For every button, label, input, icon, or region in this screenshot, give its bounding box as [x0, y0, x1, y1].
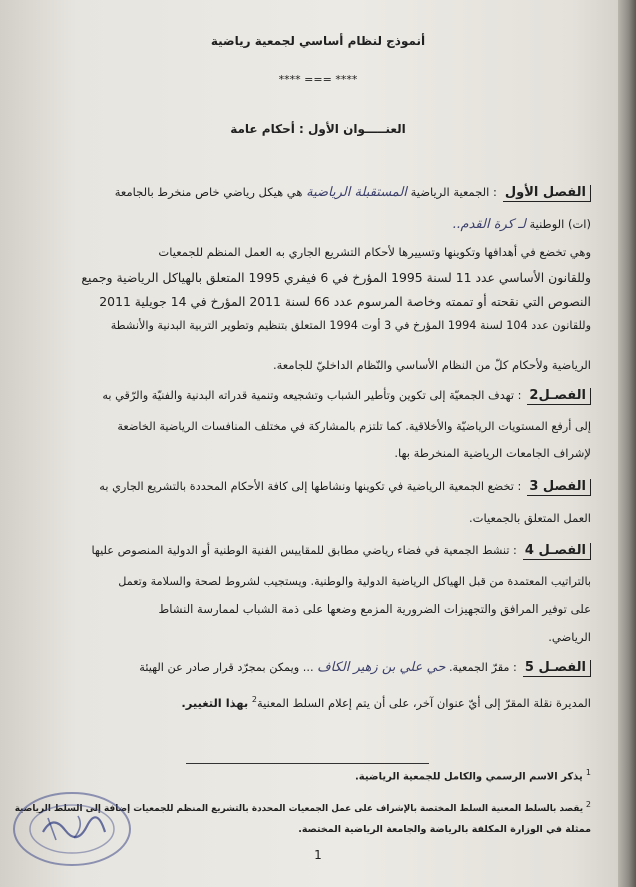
footnote-2-line-1: 2 يقصد بالسلط المعنية السلط المختصة بالإشراف على عمل الجمعيات المحددة بالتشريع المنظم للجمعيات إضافة إلى السلط الرياضية [14, 800, 591, 814]
section-5-line-1: الفصـل 5: مقرّ الجمعية. حي علي بن زهير الكاف ... ويمكن بمجرّد قرار صادر عن الهيئة [139, 660, 591, 677]
section-1-line-5: النصوص التي نقحته أو تممته وخاصة المرسوم عدد 66 لسنة 2011 المؤرخ في 14 جويلية 2011 [99, 294, 591, 309]
footnote-rule [186, 763, 429, 764]
section-1-line-6: وللقانون عدد 104 لسنة 1994 المؤرخ في 3 أوت 1994 المتعلق بتنظيم وتطوير التربية البدنية والأنشطة [110, 319, 591, 332]
page-number: 1 [314, 848, 322, 862]
section-3-line-1: الفصل 3: تخضع الجمعية الرياضية في تكوينها ونشاطها إلى كافة الأحكام المحددة بالتشريع الجاري به [99, 479, 591, 496]
official-stamp [8, 788, 136, 870]
section-3-label: الفصل 3 [527, 479, 591, 496]
section-4-line-4: الرياضي. [548, 630, 591, 644]
title-separator: **** === **** [278, 73, 358, 86]
handwritten-club-name: المستقبلة الرياضية [306, 185, 407, 200]
document-title: أنموذج لنظام أساسي لجمعية رياضية [210, 34, 426, 48]
section-2-line-3: لإشراف الجامعات الرياضية المنخرطة بها. [394, 446, 591, 460]
section-4-label: الفصـل 4 [523, 543, 591, 560]
section-2-line-2: إلى أرفع المستويات الرياضيّة والأخلاقية. كما تلتزم بالمشاركة في مختلف المنافسات الرياضية الخاضعة [117, 420, 591, 433]
section-4-line-2: بالتراتيب المعتمدة من قبل الهياكل الرياضية الدولية والوطنية. ويستجيب لشروط لصحة والسلامة وتعمل [118, 575, 591, 588]
handwritten-federation-name: لـ كرة القدم.. [452, 217, 526, 232]
section-1-line-2: (ات) الوطنية لـ كرة القدم.. [452, 217, 591, 232]
section-1-line-3: وهي تخضع في أهدافها وتكوينها وتسييرها لأحكام التشريع الجاري به العمل المنظم للجمعيات [158, 245, 591, 259]
section-1-line-4: وللقانون الأساسي عدد 11 لسنة 1995 المؤرخ في 6 فيفري 1995 المتعلق بالهياكل الرياضية وجميع [81, 270, 591, 285]
section-4-line-1: الفصـل 4: تنشط الجمعية في فضاء رياضي مطابق للمقاييس الفنية الوطنية أو الدولية المنصوص عليها [91, 543, 591, 560]
section-2-line-1: الفصـل2: تهدف الجمعيّة إلى تكوين وتأطير الشباب وتشجيعه وتنمية قدراته البدنية والفنيّة والرّقي به [102, 388, 591, 405]
chapter-heading: العنـــــوان الأول : أحكام عامة [230, 122, 406, 136]
section-5-label: الفصـل 5 [523, 660, 591, 677]
footnote-2-line-2: ممثلة في الوزارة المكلفة بالرياضة والجامعة الرياضية المختصة. [298, 824, 591, 835]
section-2-label: الفصـل2 [527, 388, 591, 405]
section-1-label: الفصل الأول [503, 185, 591, 202]
section-1-line-7: الرياضية ولأحكام كلّ من النظام الأساسي والنّظام الداخليّ للجامعة. [272, 358, 591, 372]
handwritten-address: حي علي بن زهير الكاف [317, 660, 446, 675]
section-1-line-1: الفصل الأول: الجمعية الرياضية المستقبلة الرياضية هي هيكل رياضي خاص منخرط بالجامعة [115, 185, 591, 202]
section-5-line-2: المديرة نقلة المقرّ إلى أيّ عنوان آخر، على أن يتم إعلام السلط المعنية$^2$ بهذا التغيير. [181, 695, 591, 710]
footnote-1: $^1$ يذكر الاسم الرسمي والكامل للجمعية الرياضية. [354, 768, 591, 783]
footnote-ref-2: 2 [251, 695, 257, 704]
section-3-line-2: العمل المتعلق بالجمعيات. [469, 511, 591, 525]
section-4-line-3: على توفير المرافق والتجهيزات الضرورية المزمع وضعها على ذمة الشباب لممارسة النشاط [158, 602, 591, 616]
